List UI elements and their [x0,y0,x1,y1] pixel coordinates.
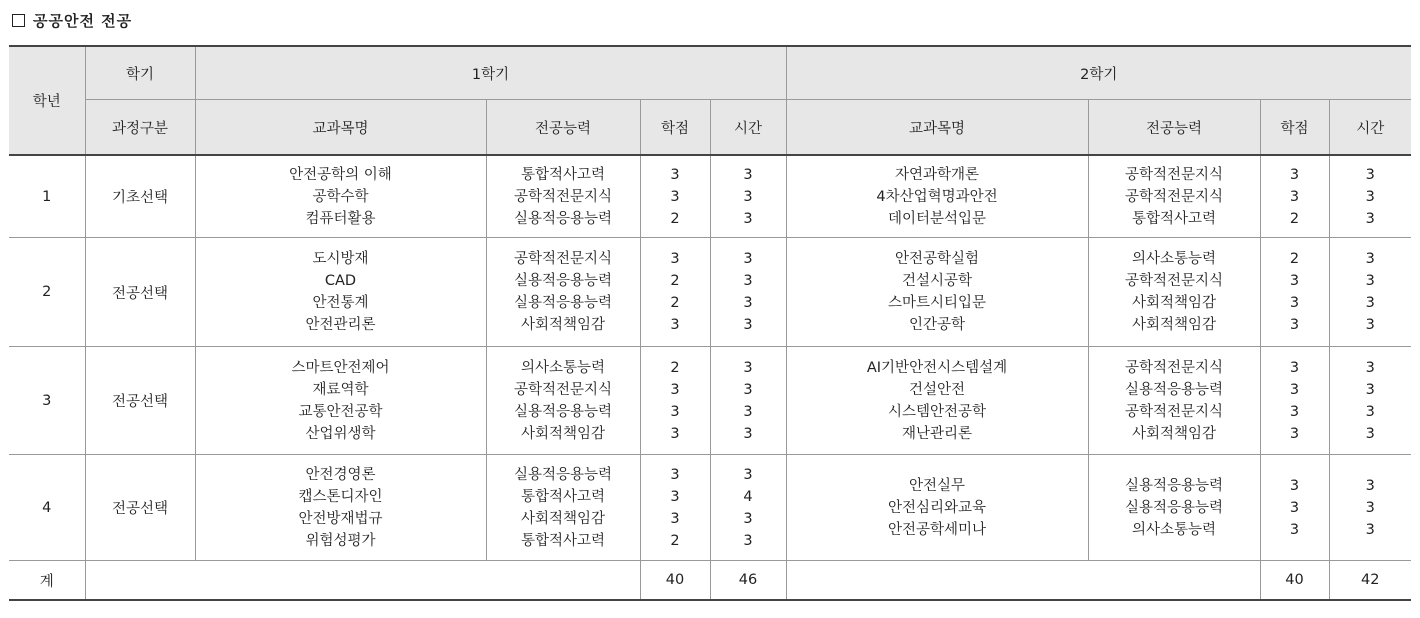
hours-s2-list [1330,357,1412,445]
credits-s2: 3 [1289,188,1300,205]
hours-s2-list [1330,248,1412,336]
course-name-s1: 위험성평가 [305,532,376,549]
page-title [12,10,132,31]
competency-s2-cell [1088,347,1260,455]
hours-s1: 3 [743,359,753,376]
header-competency-s1: 전공능력 [486,100,640,156]
hours-s1-list [711,164,786,230]
competency-s1: 실용적응용능력 [513,295,613,311]
course-name-s1: 교통안전공학 [298,403,383,420]
course-name-s2: 재난관리론 [901,425,973,442]
credits-s2-cell [1260,455,1329,561]
credits-s1-list [641,357,710,445]
hours-s2: 3 [1365,403,1375,420]
hours-s1-list [711,464,786,552]
competency-s2: 사회적책임감 [1131,317,1217,333]
competency-s1: 통합적사고력 [520,166,606,183]
hours-s2: 3 [1365,359,1375,376]
hours-s2: 3 [1365,251,1375,267]
header-semester-2: 2학기 [786,46,1411,100]
credits-s2-list [1261,248,1329,336]
credits-s1: 3 [670,188,680,205]
competency-s2: 실용적응용능력 [1124,477,1224,494]
hours-s2: 3 [1365,317,1375,333]
course-name-s1: 공학수학 [312,188,369,205]
competency-s2-cell [1088,455,1260,561]
year-row-2 [9,238,1411,347]
competency-s1-cell [486,455,640,561]
credits-s1-cell [640,347,710,455]
competency-s2: 실용적응용능력 [1124,381,1224,398]
course-name-s2-cell [786,455,1088,561]
total-hours-s1: 46 [710,561,786,601]
hours-s2: 3 [1365,273,1375,289]
course-name-s1-cell [195,455,486,561]
header-course-name-s1: 교과목명 [195,100,486,156]
credits-s2: 3 [1289,499,1300,516]
competency-s2: 공학적전문지식 [1124,359,1224,376]
hours-s1: 3 [743,381,753,398]
hours-s2-cell [1329,238,1411,347]
credits-s1: 3 [670,466,680,483]
hours-s1: 3 [743,273,753,289]
course-name-s2: 시스템안전공학 [887,403,987,420]
course-name-s2-cell [786,238,1088,347]
year-cell: 2 [9,238,85,347]
credits-s1: 3 [670,381,680,398]
competency-s1-list [487,248,640,336]
competency-s2: 공학적전문지식 [1124,166,1224,183]
credits-s2: 3 [1289,317,1300,333]
credits-s2-list [1261,164,1329,230]
credits-s2: 3 [1289,477,1300,494]
category-cell: 전공선택 [85,347,195,455]
credits-s1: 3 [670,317,680,333]
competency-s2: 공학적전문지식 [1124,403,1224,420]
hours-s1: 3 [743,210,753,227]
curriculum-body [9,155,1411,600]
competency-s1: 통합적사고력 [520,532,606,549]
credits-s1: 3 [670,166,680,183]
course-name-s1-cell [195,155,486,238]
hours-s2-cell [1329,347,1411,455]
header-hours-s2: 시간 [1329,100,1411,156]
competency-s2-cell [1088,238,1260,347]
hours-s2-cell [1329,155,1411,238]
competency-s2-list [1089,248,1260,336]
competency-s1-list [487,464,640,552]
credits-s2: 3 [1289,273,1300,289]
credits-s2: 2 [1289,251,1300,267]
course-name-s2: 건설시공학 [901,273,973,289]
competency-s2: 통합적사고력 [1131,210,1217,227]
hours-s2: 3 [1365,425,1375,442]
page-title-text: 공공안전 전공 [33,12,133,30]
competency-s1: 실용적응용능력 [513,273,613,289]
course-name-s1-cell [195,238,486,347]
course-name-s1: 안전관리론 [305,317,376,333]
competency-s1: 실용적응용능력 [513,466,613,483]
category-cell: 기초선택 [85,155,195,238]
competency-s2: 의사소통능력 [1131,251,1217,267]
competency-s1-cell [486,347,640,455]
competency-s1-cell [486,238,640,347]
course-name-s2: 안전공학실험 [894,251,980,267]
hours-s1-cell [710,238,786,347]
hours-s1-list [711,248,786,336]
course-name-s1-list [196,357,486,445]
competency-s1: 통합적사고력 [520,488,606,505]
course-name-s2-list [787,475,1088,541]
hours-s1: 3 [743,532,753,549]
total-spacer-s2 [786,561,1260,601]
hours-s1: 3 [743,425,753,442]
credits-s2: 3 [1289,359,1300,376]
hours-s1: 3 [743,166,753,183]
credits-s2: 3 [1289,381,1300,398]
hours-s2-list [1330,164,1412,230]
course-name-s1: 도시방재 [312,251,369,267]
course-name-s1-list [196,248,486,336]
competency-s2: 사회적책임감 [1131,425,1217,442]
course-name-s1: 안전방재법규 [298,510,383,527]
competency-s1: 사회적책임감 [520,425,606,442]
hours-s2: 3 [1365,477,1375,494]
credits-s2: 3 [1289,295,1300,311]
credits-s1-cell [640,238,710,347]
course-name-s2: 안전심리와교육 [887,499,987,516]
credits-s1-cell [640,155,710,238]
course-name-s2-list [787,164,1088,230]
course-name-s2-cell [786,347,1088,455]
competency-s1: 의사소통능력 [520,359,606,376]
competency-s2: 의사소통능력 [1131,521,1217,538]
header-course-name-s2: 교과목명 [786,100,1088,156]
hours-s1: 3 [743,251,753,267]
hours-s1: 3 [743,317,753,333]
course-name-s2: 데이터분석입문 [887,210,987,227]
hours-s1: 3 [743,188,753,205]
competency-s1: 실용적응용능력 [513,403,613,420]
competency-s1: 실용적응용능력 [513,210,613,227]
competency-s1: 공학적전문지식 [513,251,613,267]
course-name-s1: 스마트안전제어 [291,359,390,376]
competency-s1: 사회적책임감 [520,510,606,527]
course-name-s2: 인간공학 [908,317,966,333]
credits-s2: 3 [1289,425,1300,442]
credits-s1-list [641,464,710,552]
course-name-s2-list [787,248,1088,336]
course-name-s1: 안전경영론 [305,466,376,483]
curriculum-table [9,45,1411,601]
course-name-s1: 안전공학의 이해 [289,166,392,183]
course-name-s2: 4차산업혁명과안전 [876,188,998,205]
year-row-3 [9,347,1411,455]
category-cell: 전공선택 [85,455,195,561]
credits-s1: 2 [670,532,680,549]
course-name-s2-list [787,357,1088,445]
competency-s1-cell [486,155,640,238]
competency-s2: 공학적전문지식 [1124,273,1224,289]
hours-s2: 3 [1365,521,1375,538]
hours-s1: 3 [743,403,753,420]
competency-s2: 실용적응용능력 [1124,499,1224,516]
course-name-s1-list [196,464,486,552]
course-name-s2: 스마트시티입문 [887,295,987,311]
hours-s1-cell [710,455,786,561]
checkbox-square-icon [12,14,25,27]
course-name-s2: 안전공학세미나 [887,521,987,538]
hours-s1: 3 [743,295,753,311]
course-name-s1-cell [195,347,486,455]
course-name-s2: 자연과학개론 [894,166,980,183]
hours-s1: 4 [743,488,753,505]
credits-s2-list [1261,357,1329,445]
credits-s1: 3 [670,251,680,267]
competency-s1: 공학적전문지식 [513,381,613,398]
hours-s2-cell [1329,455,1411,561]
credits-s1-list [641,164,710,230]
course-name-s1: CAD [324,273,357,289]
course-name-s1: 재료역학 [312,381,369,398]
course-name-s1: 안전통계 [312,295,369,311]
competency-s2-list [1089,164,1260,230]
competency-s2-list [1089,475,1260,541]
credits-s1: 3 [670,425,680,442]
hours-s2: 3 [1365,188,1375,205]
credits-s1: 3 [670,403,680,420]
competency-s1: 사회적책임감 [520,317,606,333]
year-cell: 3 [9,347,85,455]
course-name-s2: 건설안전 [908,381,966,398]
year-cell: 4 [9,455,85,561]
header-credits-s1: 학점 [640,100,710,156]
hours-s2: 3 [1365,295,1375,311]
year-row-1 [9,155,1411,238]
total-row [9,561,1411,601]
credits-s2-list [1261,475,1329,541]
course-name-s1-list [196,164,486,230]
header-competency-s2: 전공능력 [1088,100,1260,156]
credits-s1: 2 [670,273,680,289]
credits-s2: 3 [1289,521,1300,538]
header-hours-s1: 시간 [710,100,786,156]
hours-s2: 3 [1365,499,1375,516]
year-cell: 1 [9,155,85,238]
hours-s2: 3 [1365,381,1375,398]
hours-s1-cell [710,155,786,238]
course-name-s2: AI기반안전시스템설계 [866,359,1008,376]
total-credits-s1: 40 [640,561,710,601]
credits-s2: 3 [1289,166,1300,183]
competency-s1: 공학적전문지식 [513,188,613,205]
course-name-s2: 안전실무 [908,477,966,494]
competency-s2-cell [1088,155,1260,238]
competency-s2: 사회적책임감 [1131,295,1217,311]
header-semester-1: 1학기 [195,46,786,100]
total-hours-s2: 42 [1329,561,1411,601]
course-name-s2-cell [786,155,1088,238]
category-cell: 전공선택 [85,238,195,347]
course-name-s1: 캡스톤디자인 [298,488,383,505]
header-category: 과정구분 [85,100,195,156]
competency-s2: 공학적전문지식 [1124,188,1224,205]
header-semester: 학기 [85,46,195,100]
credits-s2-cell [1260,155,1329,238]
header-credits-s2: 학점 [1260,100,1329,156]
course-name-s1: 산업위생학 [305,425,376,442]
total-credits-s2: 40 [1260,561,1329,601]
credits-s2: 2 [1289,210,1300,227]
credits-s1: 2 [670,295,680,311]
total-label: 계 [9,561,85,601]
credits-s1: 3 [670,488,680,505]
total-spacer-s1 [85,561,640,601]
credits-s1-list [641,248,710,336]
credits-s1: 3 [670,510,680,527]
hours-s1-list [711,357,786,445]
competency-s1-list [487,357,640,445]
header-year: 학년 [9,46,85,155]
hours-s1: 3 [743,510,753,527]
competency-s1-list [487,164,640,230]
credits-s1: 2 [670,210,680,227]
hours-s2-list [1330,475,1412,541]
credits-s2-cell [1260,347,1329,455]
hours-s2: 3 [1365,166,1375,183]
credits-s1: 2 [670,359,680,376]
year-row-4 [9,455,1411,561]
hours-s1: 3 [743,466,753,483]
credits-s2-cell [1260,238,1329,347]
competency-s2-list [1089,357,1260,445]
credits-s2: 3 [1289,403,1300,420]
course-name-s1: 컴퓨터활용 [305,210,376,227]
hours-s1-cell [710,347,786,455]
credits-s1-cell [640,455,710,561]
hours-s2: 3 [1365,210,1375,227]
